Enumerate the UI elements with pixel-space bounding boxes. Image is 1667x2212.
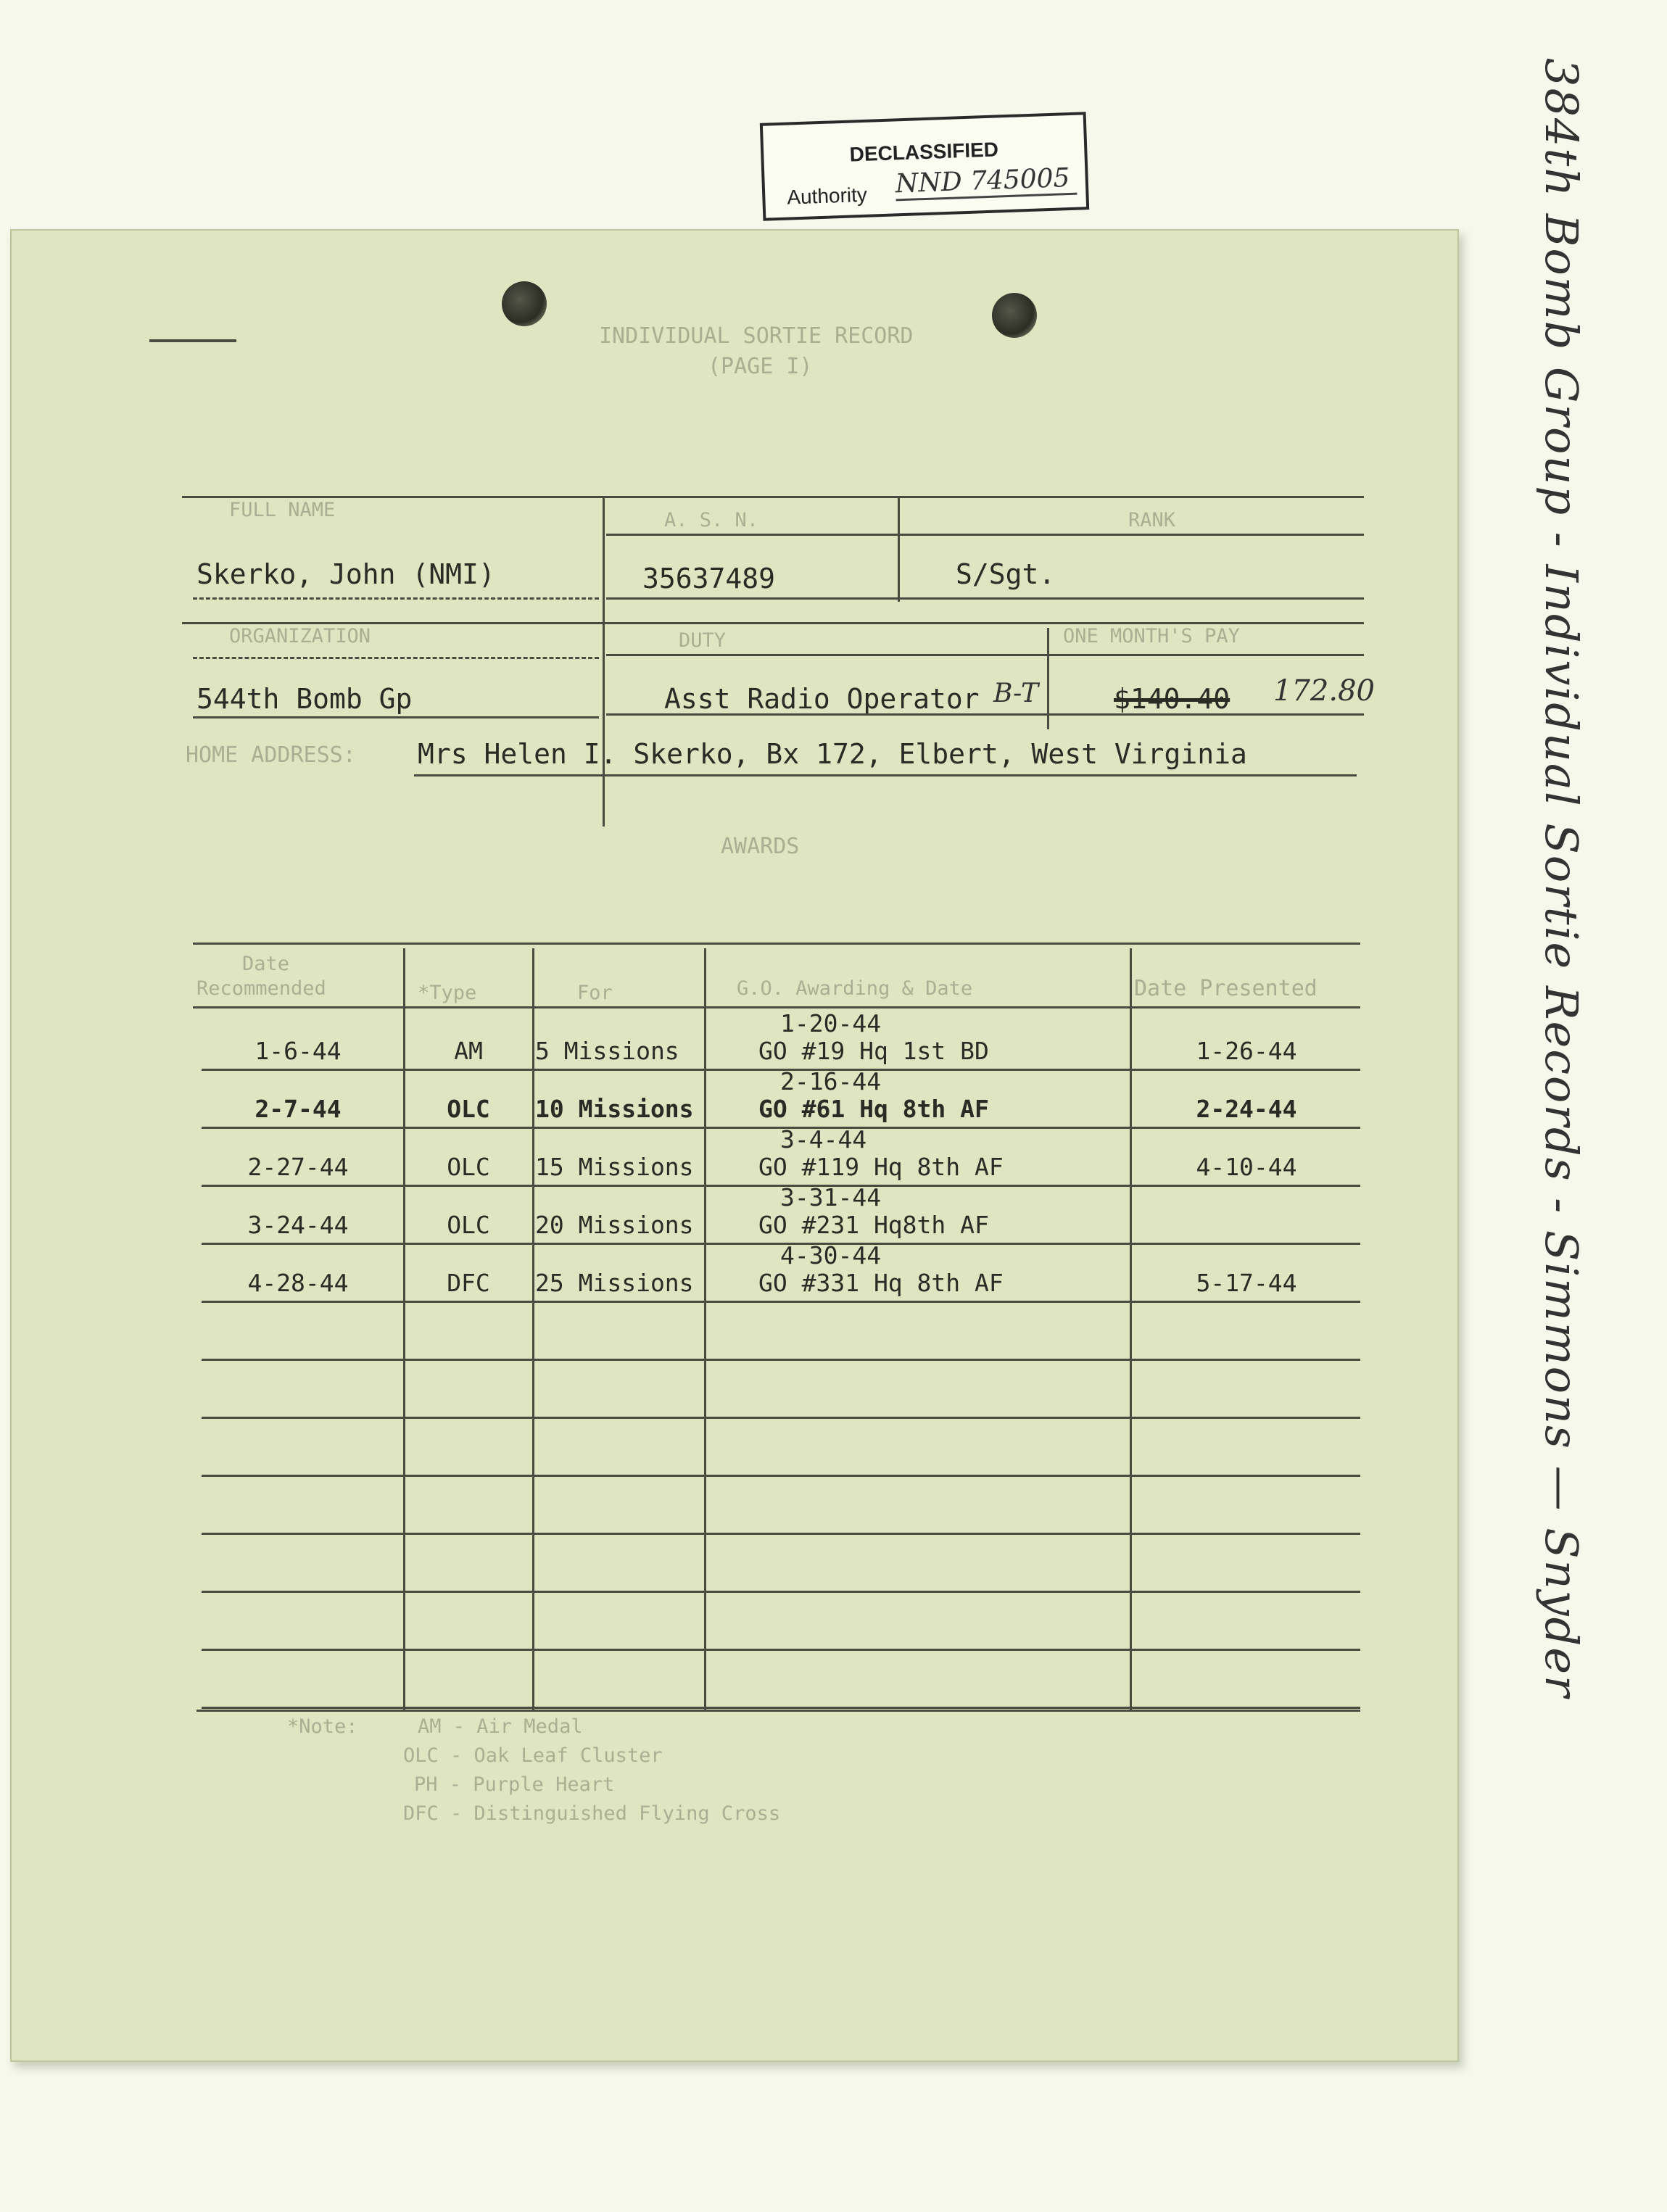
header-date-line2: Recommended	[197, 977, 326, 1000]
pay-corrected-value: 172.80	[1273, 674, 1375, 708]
header-type: *Type	[418, 982, 477, 1004]
pencil-mark	[149, 339, 236, 342]
rank-label: RANK	[1128, 509, 1176, 531]
full-name-value: Skerko, John (NMI)	[197, 558, 495, 590]
empty-row-rule	[202, 1649, 1360, 1651]
organization-label: ORGANIZATION	[229, 625, 371, 647]
empty-row-rule	[202, 1591, 1360, 1593]
award-date: 2-7-44	[255, 1095, 342, 1123]
award-presented: 2-24-44	[1196, 1095, 1297, 1123]
rank-value: S/Sgt.	[956, 558, 1056, 590]
rule	[606, 713, 1364, 716]
rule	[606, 534, 1364, 536]
home-address-value: Mrs Helen I. Skerko, Bx 172, Elbert, West Virginia	[418, 738, 1247, 770]
pay-struck-value: $140.40	[1114, 683, 1230, 715]
award-go-date: 1-20-44	[780, 1009, 882, 1037]
asn-value: 35637489	[642, 563, 776, 595]
award-type: AM	[454, 1037, 483, 1065]
pay-label: ONE MONTH'S PAY	[1063, 625, 1240, 647]
awards-heading: AWARDS	[721, 834, 800, 859]
declassified-stamp	[760, 112, 1089, 221]
handwritten-side-note	[1535, 58, 1602, 1699]
award-go: GO #61 Hq 8th AF	[758, 1095, 989, 1123]
home-address-label: HOME ADDRESS:	[186, 742, 356, 768]
form-title: INDIVIDUAL SORTIE RECORD	[599, 323, 914, 349]
award-for: 10 Missions	[535, 1095, 694, 1123]
award-presented: 1-26-44	[1196, 1037, 1297, 1065]
row-rule	[202, 1301, 1360, 1303]
award-date: 3-24-44	[247, 1211, 349, 1239]
duty-value: Asst Radio Operator	[664, 683, 980, 715]
header-rule	[193, 1006, 1360, 1008]
rule	[606, 597, 1364, 600]
header-date-line1: Date	[242, 953, 290, 975]
duty-label: DUTY	[679, 629, 727, 652]
award-date: 2-27-44	[247, 1153, 349, 1181]
rule	[193, 716, 599, 718]
note-dfc: DFC - Distinguished Flying Cross	[403, 1802, 781, 1825]
award-for: 5 Missions	[535, 1037, 679, 1065]
empty-row-rule	[202, 1533, 1360, 1535]
column-divider	[532, 948, 534, 1710]
award-type: OLC	[447, 1095, 490, 1123]
rule	[182, 496, 1364, 498]
award-for: 20 Missions	[535, 1211, 694, 1239]
award-go-date: 3-4-44	[780, 1125, 867, 1153]
column-divider	[603, 496, 605, 827]
sortie-record-sheet	[10, 229, 1459, 2062]
award-go: GO #119 Hq 8th AF	[758, 1153, 1004, 1181]
award-go-date: 3-31-44	[780, 1183, 882, 1211]
asn-label: A. S. N.	[664, 509, 759, 531]
award-go-date: 4-30-44	[780, 1241, 882, 1269]
empty-row-rule	[202, 1475, 1360, 1477]
punch-hole-left	[502, 281, 547, 326]
award-go: GO #331 Hq 8th AF	[758, 1269, 1004, 1297]
award-presented: 5-17-44	[1196, 1269, 1297, 1297]
award-date: 1-6-44	[255, 1037, 342, 1065]
note-lead: *Note:	[287, 1715, 358, 1738]
stamp-authority-label: Authority	[786, 183, 868, 209]
empty-row-rule	[202, 1707, 1360, 1709]
stamp-title: DECLASSIFIED	[849, 138, 999, 166]
empty-row-rule	[202, 1417, 1360, 1419]
side-note-text: 384th Bomb Group - Individual Sortie Records - Simmons — Snyder	[1535, 58, 1588, 1699]
header-go: G.O. Awarding & Date	[737, 977, 973, 1000]
award-go-date: 2-16-44	[780, 1067, 882, 1095]
full-name-label: FULL NAME	[229, 499, 336, 521]
rule	[193, 597, 599, 600]
note-ph: PH - Purple Heart	[414, 1773, 615, 1796]
award-for: 25 Missions	[535, 1269, 694, 1297]
award-type: OLC	[447, 1153, 490, 1181]
organization-value: 544th Bomb Gp	[197, 683, 413, 715]
duty-handwritten-mark: B-T	[993, 679, 1039, 708]
award-go: GO #19 Hq 1st BD	[758, 1037, 989, 1065]
award-go: GO #231 Hq8th AF	[758, 1211, 989, 1239]
note-am: AM - Air Medal	[418, 1715, 583, 1738]
column-divider	[1130, 948, 1132, 1710]
empty-row-rule	[202, 1359, 1360, 1361]
table-bottom-rule	[197, 1710, 1360, 1712]
rule	[414, 774, 1357, 776]
award-date: 4-28-44	[247, 1269, 349, 1297]
award-presented: 4-10-44	[1196, 1153, 1297, 1181]
column-divider	[403, 948, 405, 1710]
rule	[193, 657, 599, 659]
column-divider	[898, 496, 900, 602]
rule	[606, 654, 1364, 656]
header-date-presented: Date Presented	[1134, 976, 1318, 1001]
table-top-rule	[193, 943, 1360, 945]
rule	[182, 622, 1364, 624]
award-type: OLC	[447, 1211, 490, 1239]
note-olc: OLC - Oak Leaf Cluster	[403, 1744, 663, 1767]
award-for: 15 Missions	[535, 1153, 694, 1181]
stamp-authority-value: NND 745005	[895, 163, 1077, 202]
punch-hole-right	[992, 293, 1037, 338]
column-divider	[704, 948, 706, 1710]
form-subtitle: (PAGE I)	[708, 354, 813, 379]
award-type: DFC	[447, 1269, 490, 1297]
header-for: For	[577, 982, 613, 1004]
